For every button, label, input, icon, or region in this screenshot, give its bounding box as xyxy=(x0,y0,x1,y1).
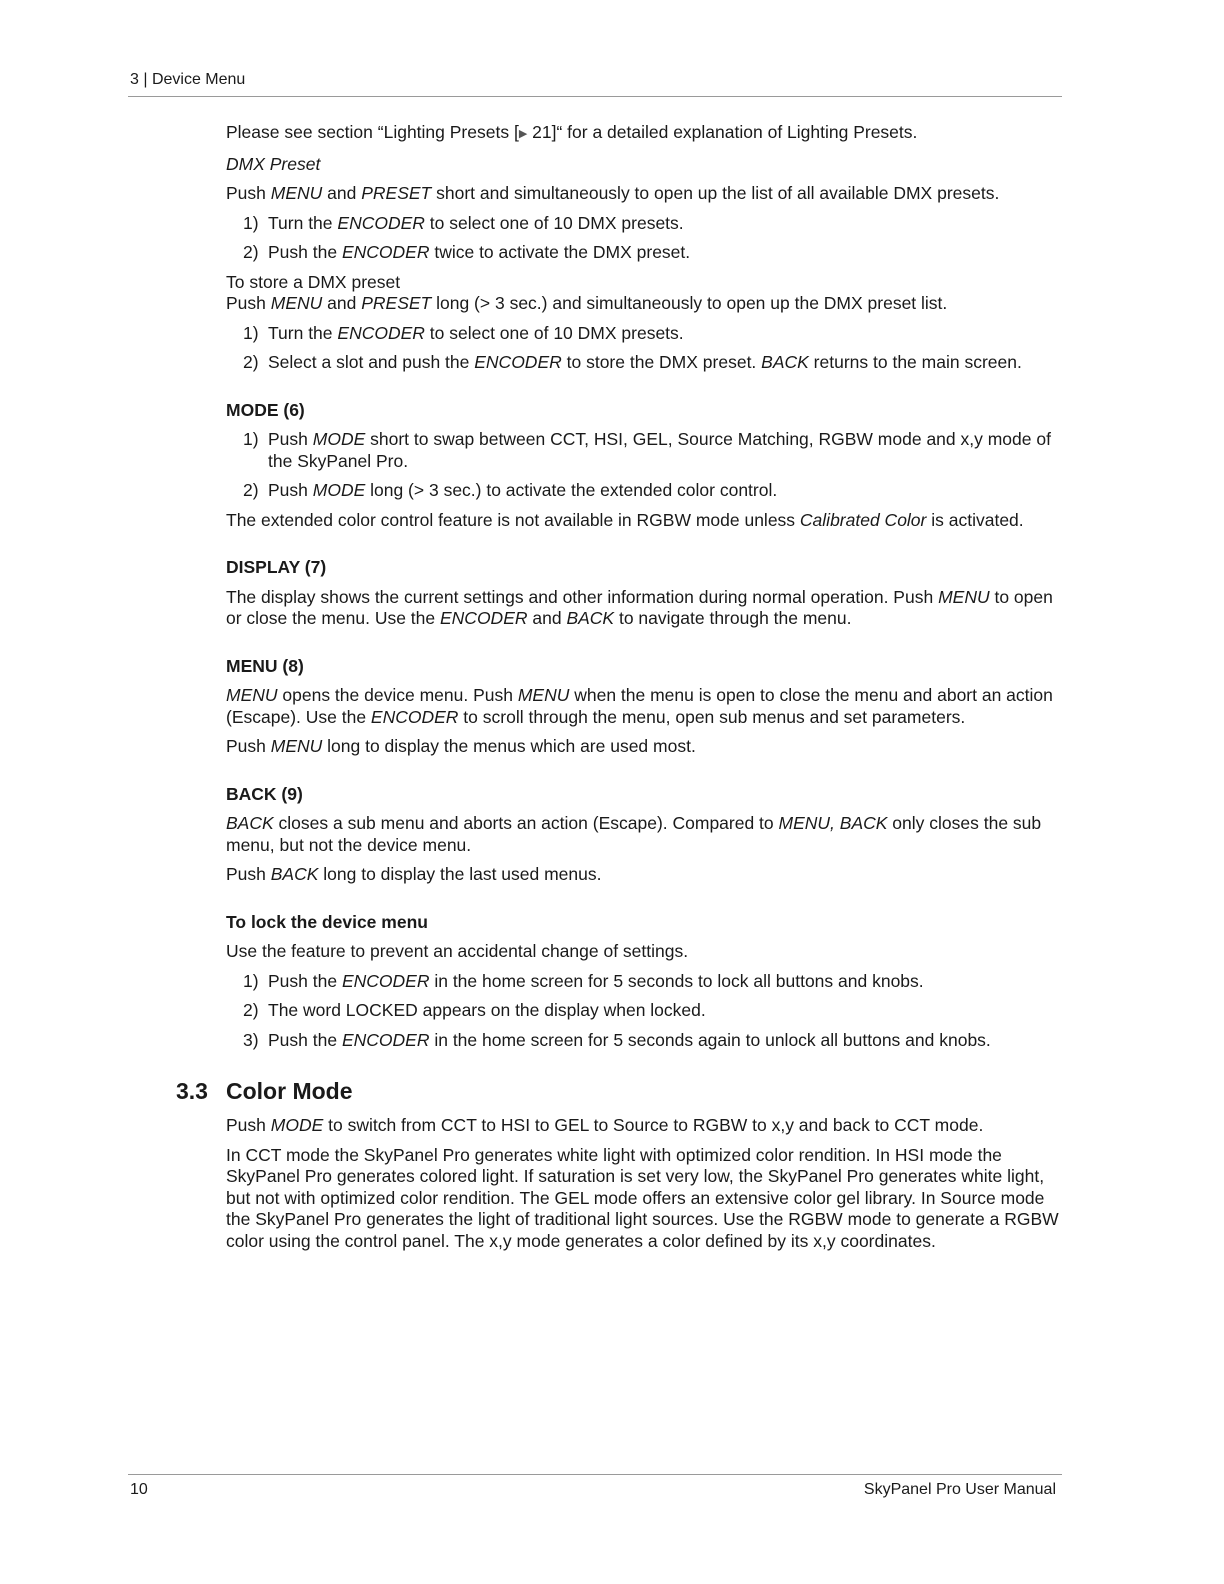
mode-note: The extended color control feature is not available in RGBW mode unless Calibrated Color is activated. xyxy=(226,509,1024,530)
mode-heading: MODE (6) xyxy=(226,399,305,420)
back-long-press-text: Push BACK long to display the last used menus. xyxy=(226,864,602,884)
footer-divider xyxy=(128,1474,1062,1475)
page-reference-arrow-icon: ▶ xyxy=(518,128,528,140)
back-text: BACK closes a sub menu and aborts an action (Escape). Compared to MENU, BACK only closes the sub menu, but not the device menu. xyxy=(226,813,1042,855)
list-item: 2) Select a slot and push the ENCODER to store the DMX preset. BACK returns to the main screen. xyxy=(243,352,1022,372)
section-title-text: Color Mode xyxy=(226,1078,353,1104)
page-content xyxy=(176,122,1066,1260)
color-mode-description: In CCT mode the SkyPanel Pro generates white light with optimized color rendition. In HSI mode the SkyPanel Pro generates colored light. If saturation is set very low, the SkyPanel Pro generates white light, but not with optimized color rendition. The GEL mode offers an extensive color gel library. In Source mode the SkyPanel Pro generates the light of traditional light sources. Use the RGBW mode to generate a RGBW color using the control panel. The x,y mode generates a color defined by its x,y coordinates. xyxy=(226,1144,1059,1251)
manual-title: SkyPanel Pro User Manual xyxy=(863,1481,1056,1498)
header-divider xyxy=(128,96,1062,97)
list-item: 2) The word LOCKED appears on the display when locked. xyxy=(243,1000,706,1020)
list-item: 2) Push MODE long (> 3 sec.) to activate the extended color control. xyxy=(243,480,778,500)
page-header: 3 | Device Menu xyxy=(130,71,246,88)
list-item: 3) Push the ENCODER in the home screen for 5 seconds again to unlock all buttons and knobs. xyxy=(243,1029,991,1050)
lighting-presets-reference: Please see section “Lighting Presets [▶ 21]“ for a detailed explanation of Lighting Presets. xyxy=(226,122,918,142)
lock-steps xyxy=(226,971,1066,1052)
list-item: 1) Push MODE short to swap between CCT, HSI, GEL, Source Matching, RGBW mode and x,y mode of the SkyPanel Pro. xyxy=(243,429,1051,471)
section-title-color-mode xyxy=(176,1077,1066,1105)
lock-heading: To lock the device menu xyxy=(226,911,428,932)
color-mode-switch-text: Push MODE to switch from CCT to HSI to GEL to Source to RGBW to x,y and back to CCT mode. xyxy=(226,1115,984,1135)
page-number: 10 xyxy=(130,1481,148,1498)
lock-intro: Use the feature to prevent an accidental change of settings. xyxy=(226,941,689,961)
menu-long-press-text: Push MENU long to display the menus which are used most. xyxy=(226,736,696,756)
section-number: 3.3 xyxy=(176,1078,208,1104)
mode-steps xyxy=(226,429,1066,502)
store-dmx-preset-steps xyxy=(226,323,1066,374)
menu-heading: MENU (8) xyxy=(226,655,304,676)
dmx-preset-open-text: Push MENU and PRESET short and simultaneously to open up the list of all available DMX presets. xyxy=(226,183,1000,203)
list-item: 1) Turn the ENCODER to select one of 10 DMX presets. xyxy=(243,212,684,233)
list-item: 2) Push the ENCODER twice to activate the DMX preset. xyxy=(243,242,691,262)
list-item: 1) Turn the ENCODER to select one of 10 DMX presets. xyxy=(243,322,684,343)
store-dmx-preset-title: To store a DMX preset xyxy=(226,271,401,292)
back-heading: BACK (9) xyxy=(226,783,303,804)
menu-text: MENU opens the device menu. Push MENU when the menu is open to close the menu and abort an action (Escape). Use the ENCODER to scroll through the menu, open sub menus and set parameters. xyxy=(226,685,1053,727)
display-text: The display shows the current settings and other information during normal operation. Push MENU to open or close the menu. Use the ENCODER and BACK to navigate through the menu. xyxy=(226,586,1053,628)
list-item: 1) Push the ENCODER in the home screen for 5 seconds to lock all buttons and knobs. xyxy=(243,970,924,991)
dmx-preset-steps xyxy=(226,213,1066,264)
store-dmx-preset-open-text: Push MENU and PRESET long (> 3 sec.) and simultaneously to open up the DMX preset list. xyxy=(226,293,948,313)
display-heading: DISPLAY (7) xyxy=(226,557,327,577)
dmx-preset-title: DMX Preset xyxy=(226,153,321,174)
